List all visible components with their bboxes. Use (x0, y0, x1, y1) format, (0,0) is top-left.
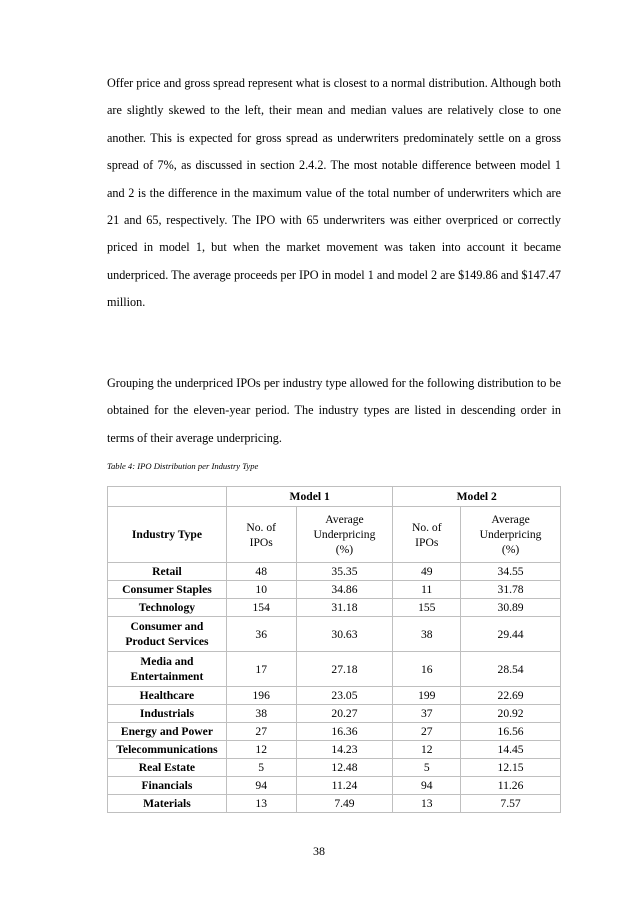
cell-industry-type: Technology (108, 599, 227, 617)
cell-m1-average-underpricing: 31.18 (296, 599, 393, 617)
cell-m2-no-of-ipos: 5 (393, 759, 461, 777)
cell-m2-no-of-ipos: 199 (393, 687, 461, 705)
cell-m1-average-underpricing: 34.86 (296, 581, 393, 599)
cell-m1-no-of-ipos: 196 (226, 687, 296, 705)
cell-m2-no-of-ipos: 49 (393, 563, 461, 581)
cell-m2-no-of-ipos: 12 (393, 741, 461, 759)
cell-m2-no-of-ipos: 94 (393, 777, 461, 795)
cell-m2-average-underpricing: 12.15 (461, 759, 561, 777)
column-header-m1-average-underpricing: Average Underpricing (%) (296, 507, 393, 563)
cell-m1-average-underpricing: 27.18 (296, 652, 393, 687)
cell-m1-average-underpricing: 12.48 (296, 759, 393, 777)
cell-m1-average-underpricing: 35.35 (296, 563, 393, 581)
table-row (108, 563, 561, 581)
cell-m2-no-of-ipos: 37 (393, 705, 461, 723)
cell-m1-average-underpricing: 14.23 (296, 741, 393, 759)
cell-m2-average-underpricing: 31.78 (461, 581, 561, 599)
cell-m1-average-underpricing: 16.36 (296, 723, 393, 741)
table-group-header-model-2: Model 2 (393, 487, 561, 507)
table-row (108, 777, 561, 795)
column-header-m1-no-of-ipos: No. of IPOs (226, 507, 296, 563)
cell-m1-no-of-ipos: 10 (226, 581, 296, 599)
cell-m2-average-underpricing: 29.44 (461, 617, 561, 652)
cell-m2-no-of-ipos: 38 (393, 617, 461, 652)
column-header-industry-type: Industry Type (108, 507, 227, 563)
ipo-distribution-table (107, 486, 561, 813)
table-row (108, 741, 561, 759)
paragraph-industry-grouping: Grouping the underpriced IPOs per industry type allowed for the following distribution to be obtained for the eleven-year period. The industry types are listed in descending order in terms of their average underpricing. (107, 376, 561, 445)
cell-m1-no-of-ipos: 48 (226, 563, 296, 581)
cell-industry-type: Real Estate (108, 759, 227, 777)
cell-m2-no-of-ipos: 155 (393, 599, 461, 617)
table-group-header-model-1: Model 1 (226, 487, 393, 507)
cell-industry-type: Healthcare (108, 687, 227, 705)
cell-m2-no-of-ipos: 11 (393, 581, 461, 599)
cell-m2-average-underpricing: 16.56 (461, 723, 561, 741)
cell-m2-no-of-ipos: 16 (393, 652, 461, 687)
table-row (108, 705, 561, 723)
table-row (108, 687, 561, 705)
cell-m2-no-of-ipos: 27 (393, 723, 461, 741)
cell-m2-average-underpricing: 11.26 (461, 777, 561, 795)
cell-m1-average-underpricing: 11.24 (296, 777, 393, 795)
cell-m2-average-underpricing: 14.45 (461, 741, 561, 759)
table-row (108, 617, 561, 652)
cell-m2-average-underpricing: 7.57 (461, 795, 561, 813)
cell-m1-no-of-ipos: 36 (226, 617, 296, 652)
cell-m2-average-underpricing: 30.89 (461, 599, 561, 617)
cell-industry-type: Consumer Staples (108, 581, 227, 599)
cell-industry-type: Financials (108, 777, 227, 795)
cell-industry-type: Telecommunications (108, 741, 227, 759)
cell-m1-no-of-ipos: 17 (226, 652, 296, 687)
cell-m1-no-of-ipos: 94 (226, 777, 296, 795)
page-number: 38 (313, 844, 325, 858)
cell-m1-no-of-ipos: 5 (226, 759, 296, 777)
cell-m2-no-of-ipos: 13 (393, 795, 461, 813)
cell-industry-type: Industrials (108, 705, 227, 723)
cell-m2-average-underpricing: 20.92 (461, 705, 561, 723)
table-body (108, 563, 561, 813)
cell-m1-average-underpricing: 20.27 (296, 705, 393, 723)
cell-industry-type: Retail (108, 563, 227, 581)
table-header-empty (108, 487, 227, 507)
cell-industry-type: Consumer and Product Services (108, 617, 227, 652)
table-row (108, 599, 561, 617)
paragraph-offer-price: Offer price and gross spread represent what is closest to a normal distribution. Although both are slightly skewed to the left, their mean and median values are relatively close to one another. This is expected for gross spread as underwriters predominately settle on a gross spread of 7%, as discussed in section 2.4.2. The most notable difference between model 1 and 2 is the difference in the maximum value of the total number of underwriters which are 21 and 65, respectively. The IPO with 65 underwriters was either overpriced or correctly priced in model 1, but when the market movement was taken into account it became underpriced. The average proceeds per IPO in model 1 and model 2 are $149.86 and $147.47 million. (107, 76, 561, 310)
cell-m1-no-of-ipos: 154 (226, 599, 296, 617)
cell-m1-average-underpricing: 30.63 (296, 617, 393, 652)
table-row (108, 581, 561, 599)
cell-m1-no-of-ipos: 13 (226, 795, 296, 813)
cell-industry-type: Energy and Power (108, 723, 227, 741)
table-row (108, 759, 561, 777)
table-row (108, 723, 561, 741)
cell-m1-no-of-ipos: 12 (226, 741, 296, 759)
cell-industry-type: Media and Entertainment (108, 652, 227, 687)
cell-m2-average-underpricing: 22.69 (461, 687, 561, 705)
table-caption: Table 4: IPO Distribution per Industry Type (107, 461, 259, 471)
cell-m1-average-underpricing: 7.49 (296, 795, 393, 813)
column-header-m2-no-of-ipos: No. of IPOs (393, 507, 461, 563)
cell-industry-type: Materials (108, 795, 227, 813)
cell-m2-average-underpricing: 34.55 (461, 563, 561, 581)
table-row (108, 652, 561, 687)
table-row (108, 795, 561, 813)
cell-m1-average-underpricing: 23.05 (296, 687, 393, 705)
cell-m2-average-underpricing: 28.54 (461, 652, 561, 687)
cell-m1-no-of-ipos: 38 (226, 705, 296, 723)
cell-m1-no-of-ipos: 27 (226, 723, 296, 741)
column-header-m2-average-underpricing: Average Underpricing (%) (461, 507, 561, 563)
